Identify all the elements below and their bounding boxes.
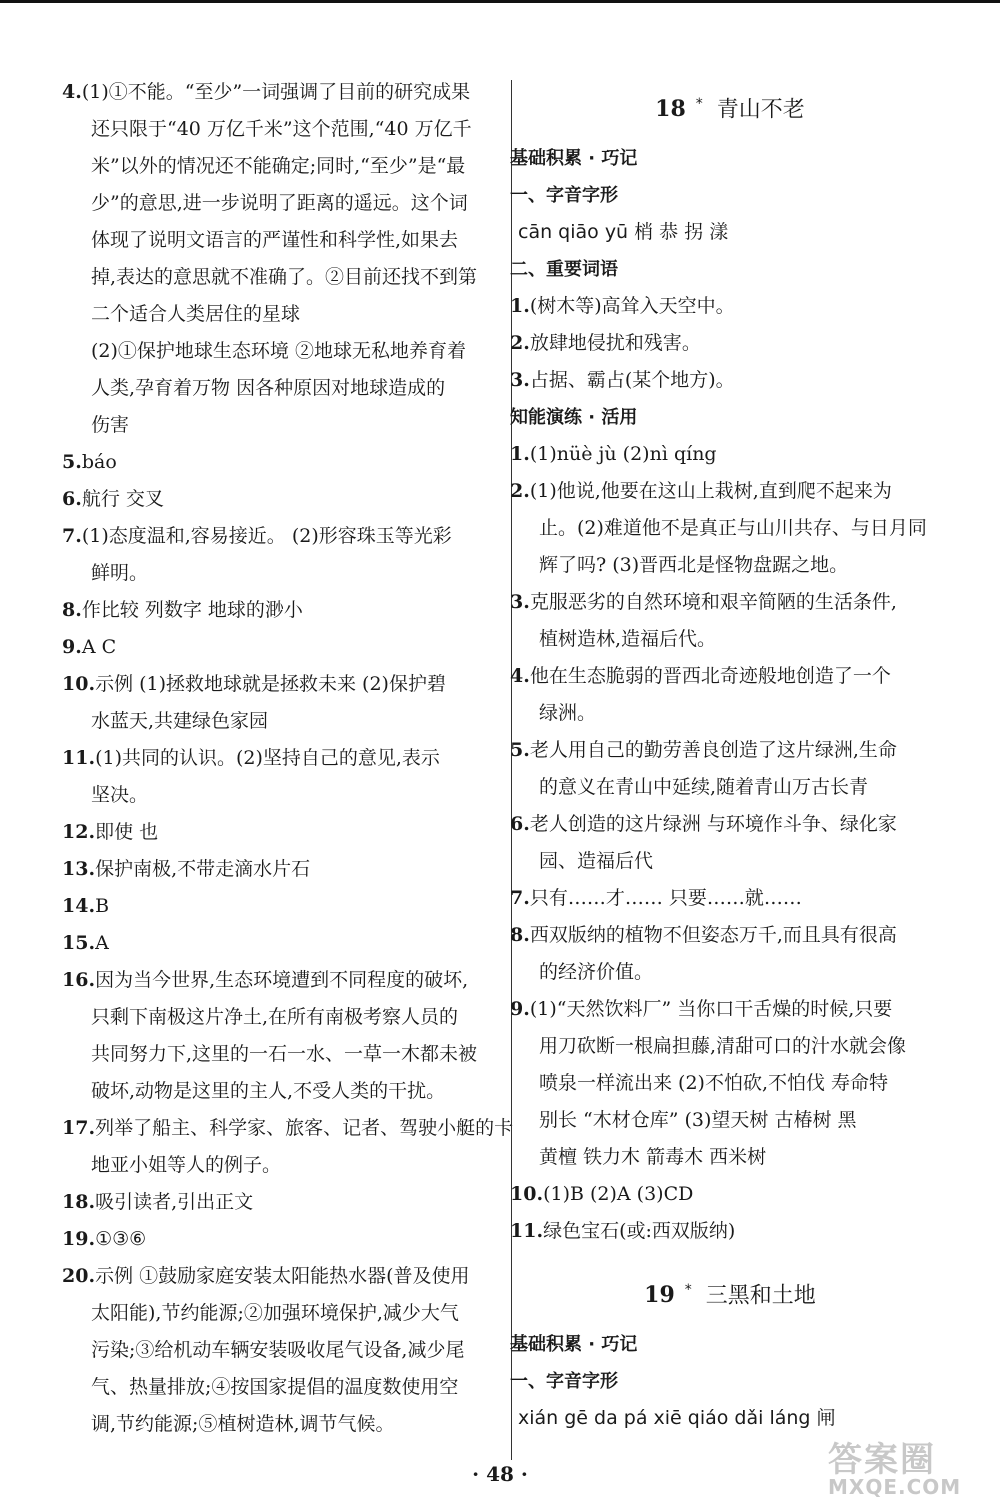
answer-text: A bbox=[95, 932, 109, 954]
answer-number: 18. bbox=[62, 1191, 96, 1213]
answer-text: 示例 (1)拯救地球就是拯救未来 (2)保护碧 bbox=[95, 673, 446, 695]
answer-continuation bbox=[62, 407, 502, 444]
answer-text: 列举了船主、科学家、旅客、记者、驾驶小艇的卡 bbox=[95, 1117, 514, 1139]
answer-text: 辉了吗? (3)晋西北是怪物盘踞之地。 bbox=[539, 554, 849, 576]
answer-item bbox=[510, 1176, 950, 1213]
answer-text: báo bbox=[81, 451, 117, 473]
answer-text: 只有……才…… 只要……就…… bbox=[529, 887, 802, 909]
section-heading: 基础积累 · 巧记 bbox=[510, 1334, 638, 1355]
answer-number: 12. bbox=[62, 821, 96, 843]
answer-number: 4. bbox=[62, 81, 82, 103]
answer-text: 别长 “木材仓库” (3)望天树 古椿树 黑 bbox=[539, 1109, 857, 1131]
answer-text: (1)态度温和,容易接近。 (2)形容珠玉等光彩 bbox=[81, 525, 452, 547]
answer-number: 3. bbox=[510, 369, 530, 391]
answer-continuation bbox=[62, 222, 502, 259]
answer-continuation bbox=[62, 1073, 502, 1110]
answer-item bbox=[62, 888, 502, 925]
answer-item bbox=[510, 991, 950, 1028]
answer-text: 太阳能),节约能源;②加强环境保护,减少大气 bbox=[91, 1302, 459, 1324]
answer-item bbox=[62, 740, 502, 777]
answer-text: 止。(2)难道他不是真正与山川共存、与日月同 bbox=[539, 517, 927, 539]
answer-continuation bbox=[62, 999, 502, 1036]
answer-number: 9. bbox=[510, 998, 530, 1020]
sub-heading: 一、字音字形 bbox=[510, 185, 618, 206]
answer-text: 老人用自己的勤劳善良创造了这片绿洲,生命 bbox=[529, 739, 897, 761]
answer-item bbox=[510, 473, 950, 510]
answer-text: 克服恶劣的自然环境和艰辛简陋的生活条件, bbox=[529, 591, 897, 613]
answer-text: 调,节约能源;⑤植树造林,调节气候。 bbox=[91, 1413, 395, 1435]
answer-continuation bbox=[62, 703, 502, 740]
answer-text: 的经济价值。 bbox=[539, 961, 654, 983]
lesson-star: * bbox=[695, 96, 703, 112]
answer-continuation bbox=[510, 954, 950, 991]
answer-text: 用刀砍断一根扁担藤,清甜可口的汁水就会像 bbox=[539, 1035, 907, 1057]
answer-continuation bbox=[510, 1028, 950, 1065]
answer-item bbox=[62, 444, 502, 481]
answer-continuation bbox=[62, 555, 502, 592]
answer-text: (2)①保护地球生态环境 ②地球无私地养育着 bbox=[91, 340, 466, 362]
answer-text: 只剩下南极这片净土,在所有南极考察人员的 bbox=[91, 1006, 459, 1028]
answer-item bbox=[62, 1184, 502, 1221]
lesson-19-heading bbox=[510, 1260, 950, 1326]
answer-item bbox=[510, 584, 950, 621]
pinyin-line: xián gē da pá xiē qiáo dǎi láng 闸 bbox=[518, 1407, 836, 1429]
answer-continuation bbox=[62, 111, 502, 148]
answer-text: 共同努力下,这里的一石一水、一草一木都未被 bbox=[91, 1043, 478, 1065]
answer-text: 的意义在青山中延续,随着青山万古长青 bbox=[539, 776, 869, 798]
answer-text: 绿色宝石(或:西双版纳) bbox=[543, 1220, 736, 1242]
answer-text: 园、造福后代 bbox=[539, 850, 654, 872]
answer-continuation bbox=[510, 695, 950, 732]
top-edge bbox=[0, 0, 1000, 3]
answer-item bbox=[62, 74, 502, 111]
answer-text: 保护南极,不带走滴水片石 bbox=[95, 858, 311, 880]
lesson-star: * bbox=[684, 1282, 692, 1298]
answer-continuation bbox=[62, 1295, 502, 1332]
answer-continuation bbox=[510, 1139, 950, 1176]
answer-number: 15. bbox=[62, 932, 96, 954]
answer-continuation bbox=[510, 769, 950, 806]
answer-text: ①③⑥ bbox=[95, 1228, 147, 1250]
answer-continuation bbox=[62, 1036, 502, 1073]
answer-number: 6. bbox=[510, 813, 530, 835]
answer-number: 8. bbox=[62, 599, 82, 621]
answer-number: 14. bbox=[62, 895, 96, 917]
answer-number: 4. bbox=[510, 665, 530, 687]
answer-continuation bbox=[510, 843, 950, 880]
answer-text: 因为当今世界,生态环境遭到不同程度的破坏, bbox=[95, 969, 469, 991]
watermark-logo bbox=[828, 1432, 978, 1499]
answer-number: 13. bbox=[62, 858, 96, 880]
answer-text: 坚决。 bbox=[91, 784, 149, 806]
answer-item bbox=[62, 962, 502, 999]
answer-text: 水蓝天,共建绿色家园 bbox=[91, 710, 269, 732]
watermark-line: MXQE.COM bbox=[828, 1475, 962, 1499]
answer-item bbox=[62, 592, 502, 629]
answer-item bbox=[62, 925, 502, 962]
answer-block bbox=[510, 288, 950, 399]
answer-text: 掉,表达的意思就不准确了。②目前还找不到第 bbox=[91, 266, 478, 288]
answer-number: 10. bbox=[510, 1183, 544, 1205]
right-column bbox=[510, 74, 950, 1437]
answer-number: 20. bbox=[62, 1265, 96, 1287]
answer-continuation bbox=[510, 547, 950, 584]
answer-text: (1)他说,他要在这山上栽树,直到爬不起来为 bbox=[529, 480, 892, 502]
answer-text: 植树造林,造福后代。 bbox=[539, 628, 717, 650]
answer-text: (树木等)高耸入天空中。 bbox=[529, 295, 735, 317]
answer-text: 地亚小姐等人的例子。 bbox=[91, 1154, 282, 1176]
answer-number: 1. bbox=[510, 443, 530, 465]
answer-item bbox=[62, 629, 502, 666]
answer-continuation bbox=[510, 1102, 950, 1139]
lesson-number: 18 bbox=[655, 96, 686, 123]
answer-number: 19. bbox=[62, 1228, 96, 1250]
answer-text: 吸引读者,引出正文 bbox=[95, 1191, 254, 1213]
answer-number: 10. bbox=[62, 673, 96, 695]
lesson-title: 三黑和土地 bbox=[705, 1283, 816, 1309]
answer-item bbox=[62, 814, 502, 851]
answer-continuation bbox=[62, 296, 502, 333]
answer-item bbox=[510, 732, 950, 769]
answer-continuation bbox=[510, 621, 950, 658]
answer-item bbox=[510, 880, 950, 917]
answer-item bbox=[62, 1221, 502, 1258]
answer-number: 1. bbox=[510, 295, 530, 317]
answer-number: 5. bbox=[510, 739, 530, 761]
lesson-18-heading bbox=[510, 74, 950, 140]
answer-text: 放肆地侵扰和残害。 bbox=[529, 332, 701, 354]
answer-item bbox=[510, 325, 950, 362]
answer-continuation bbox=[62, 1406, 502, 1443]
answer-number: 3. bbox=[510, 591, 530, 613]
answer-number: 6. bbox=[62, 488, 82, 510]
answer-item bbox=[510, 362, 950, 399]
answer-item bbox=[62, 518, 502, 555]
section-heading: 基础积累 · 巧记 bbox=[510, 148, 638, 169]
answer-text: 体现了说明文语言的严谨性和科学性,如果去 bbox=[91, 229, 459, 251]
answer-text: 他在生态脆弱的晋西北奇迹般地创造了一个 bbox=[529, 665, 891, 687]
pinyin-line: cān qiāo yū 梢 恭 拐 漾 bbox=[518, 221, 729, 243]
answer-text: 伤害 bbox=[91, 414, 130, 436]
left-column bbox=[62, 74, 514, 1443]
answer-number: 5. bbox=[62, 451, 82, 473]
answer-text: 人类,孕育着万物 因各种原因对地球造成的 bbox=[91, 377, 446, 399]
answer-item bbox=[510, 917, 950, 954]
answer-item bbox=[510, 288, 950, 325]
answer-text: (1)共同的认识。(2)坚持自己的意见,表示 bbox=[95, 747, 440, 769]
answer-item bbox=[510, 436, 950, 473]
answer-text: A C bbox=[81, 636, 117, 658]
lesson-title: 青山不老 bbox=[716, 97, 805, 123]
answer-number: 11. bbox=[510, 1220, 544, 1242]
lesson-number: 19 bbox=[644, 1282, 675, 1309]
answer-number: 2. bbox=[510, 480, 530, 502]
answer-item bbox=[510, 658, 950, 695]
answer-text: 鲜明。 bbox=[91, 562, 149, 584]
watermark-line: 答案圈 bbox=[828, 1440, 936, 1480]
answer-continuation bbox=[62, 370, 502, 407]
section-heading: 知能演练 · 活用 bbox=[510, 407, 638, 428]
answer-text: 米”以外的情况还不能确定;同时,“至少”是“最 bbox=[91, 155, 466, 177]
answer-item bbox=[62, 851, 502, 888]
answer-item bbox=[510, 1213, 950, 1250]
answer-continuation bbox=[62, 1147, 502, 1184]
answer-continuation bbox=[62, 1332, 502, 1369]
answer-continuation bbox=[510, 1065, 950, 1102]
answer-number: 2. bbox=[510, 332, 530, 354]
sub-heading: 一、字音字形 bbox=[510, 1371, 618, 1392]
answer-number: 16. bbox=[62, 969, 96, 991]
answer-number: 7. bbox=[62, 525, 82, 547]
answer-text: 绿洲。 bbox=[539, 702, 597, 724]
answer-text: 航行 交叉 bbox=[81, 488, 164, 510]
answer-item bbox=[62, 1258, 502, 1295]
answer-block bbox=[510, 436, 950, 1250]
answer-item bbox=[62, 481, 502, 518]
page-number: · 48 · bbox=[472, 1462, 528, 1486]
answer-number: 9. bbox=[62, 636, 82, 658]
answer-continuation bbox=[510, 510, 950, 547]
answer-text: 占据、霸占(某个地方)。 bbox=[529, 369, 735, 391]
answer-text: 污染;③给机动车辆安装吸收尾气设备,减少尾 bbox=[91, 1339, 465, 1361]
answer-item bbox=[62, 666, 502, 703]
answer-text: B bbox=[95, 895, 110, 917]
answer-text: (1)①不能。“至少”一词强调了目前的研究成果 bbox=[81, 81, 471, 103]
answer-text: 气、热量排放;④按国家提倡的温度数使用空 bbox=[91, 1376, 459, 1398]
answer-text: 少”的意思,进一步说明了距离的遥远。这个词 bbox=[91, 192, 468, 214]
answer-continuation bbox=[62, 777, 502, 814]
answer-number: 7. bbox=[510, 887, 530, 909]
answer-text: (1)nüè jù (2)nì qíng bbox=[529, 443, 717, 465]
answer-number: 11. bbox=[62, 747, 96, 769]
answer-continuation bbox=[62, 259, 502, 296]
answer-text: 作比较 列数字 地球的渺小 bbox=[81, 599, 303, 621]
answer-text: 即使 也 bbox=[95, 821, 159, 843]
answer-text: 老人创造的这片绿洲 与环境作斗争、绿化家 bbox=[529, 813, 897, 835]
answer-text: 二个适合人类居住的星球 bbox=[91, 303, 301, 325]
answer-continuation bbox=[62, 185, 502, 222]
answer-continuation bbox=[62, 333, 502, 370]
answer-text: 破坏,动物是这里的主人,不受人类的干扰。 bbox=[91, 1080, 446, 1102]
answer-text: 喷泉一样流出来 (2)不怕砍,不怕伐 寿命特 bbox=[539, 1072, 889, 1094]
answer-text: 西双版纳的植物不但姿态万千,而且具有很高 bbox=[529, 924, 897, 946]
answer-text: (1)“天然饮料厂” 当你口干舌燥的时候,只要 bbox=[529, 998, 893, 1020]
answer-text: 还只限于“40 万亿千米”这个范围,“40 万亿千 bbox=[91, 118, 472, 140]
answer-number: 17. bbox=[62, 1117, 96, 1139]
answer-item bbox=[510, 806, 950, 843]
answer-continuation bbox=[62, 1369, 502, 1406]
answer-text: (1)B (2)A (3)CD bbox=[543, 1183, 694, 1205]
answer-text: 示例 ①鼓励家庭安装太阳能热水器(普及使用 bbox=[95, 1265, 470, 1287]
answer-number: 8. bbox=[510, 924, 530, 946]
answer-item bbox=[62, 1110, 514, 1147]
sub-heading: 二、重要词语 bbox=[510, 259, 618, 280]
answer-continuation bbox=[62, 148, 502, 185]
answer-text: 黄檀 铁力木 箭毒木 西米树 bbox=[539, 1146, 767, 1168]
